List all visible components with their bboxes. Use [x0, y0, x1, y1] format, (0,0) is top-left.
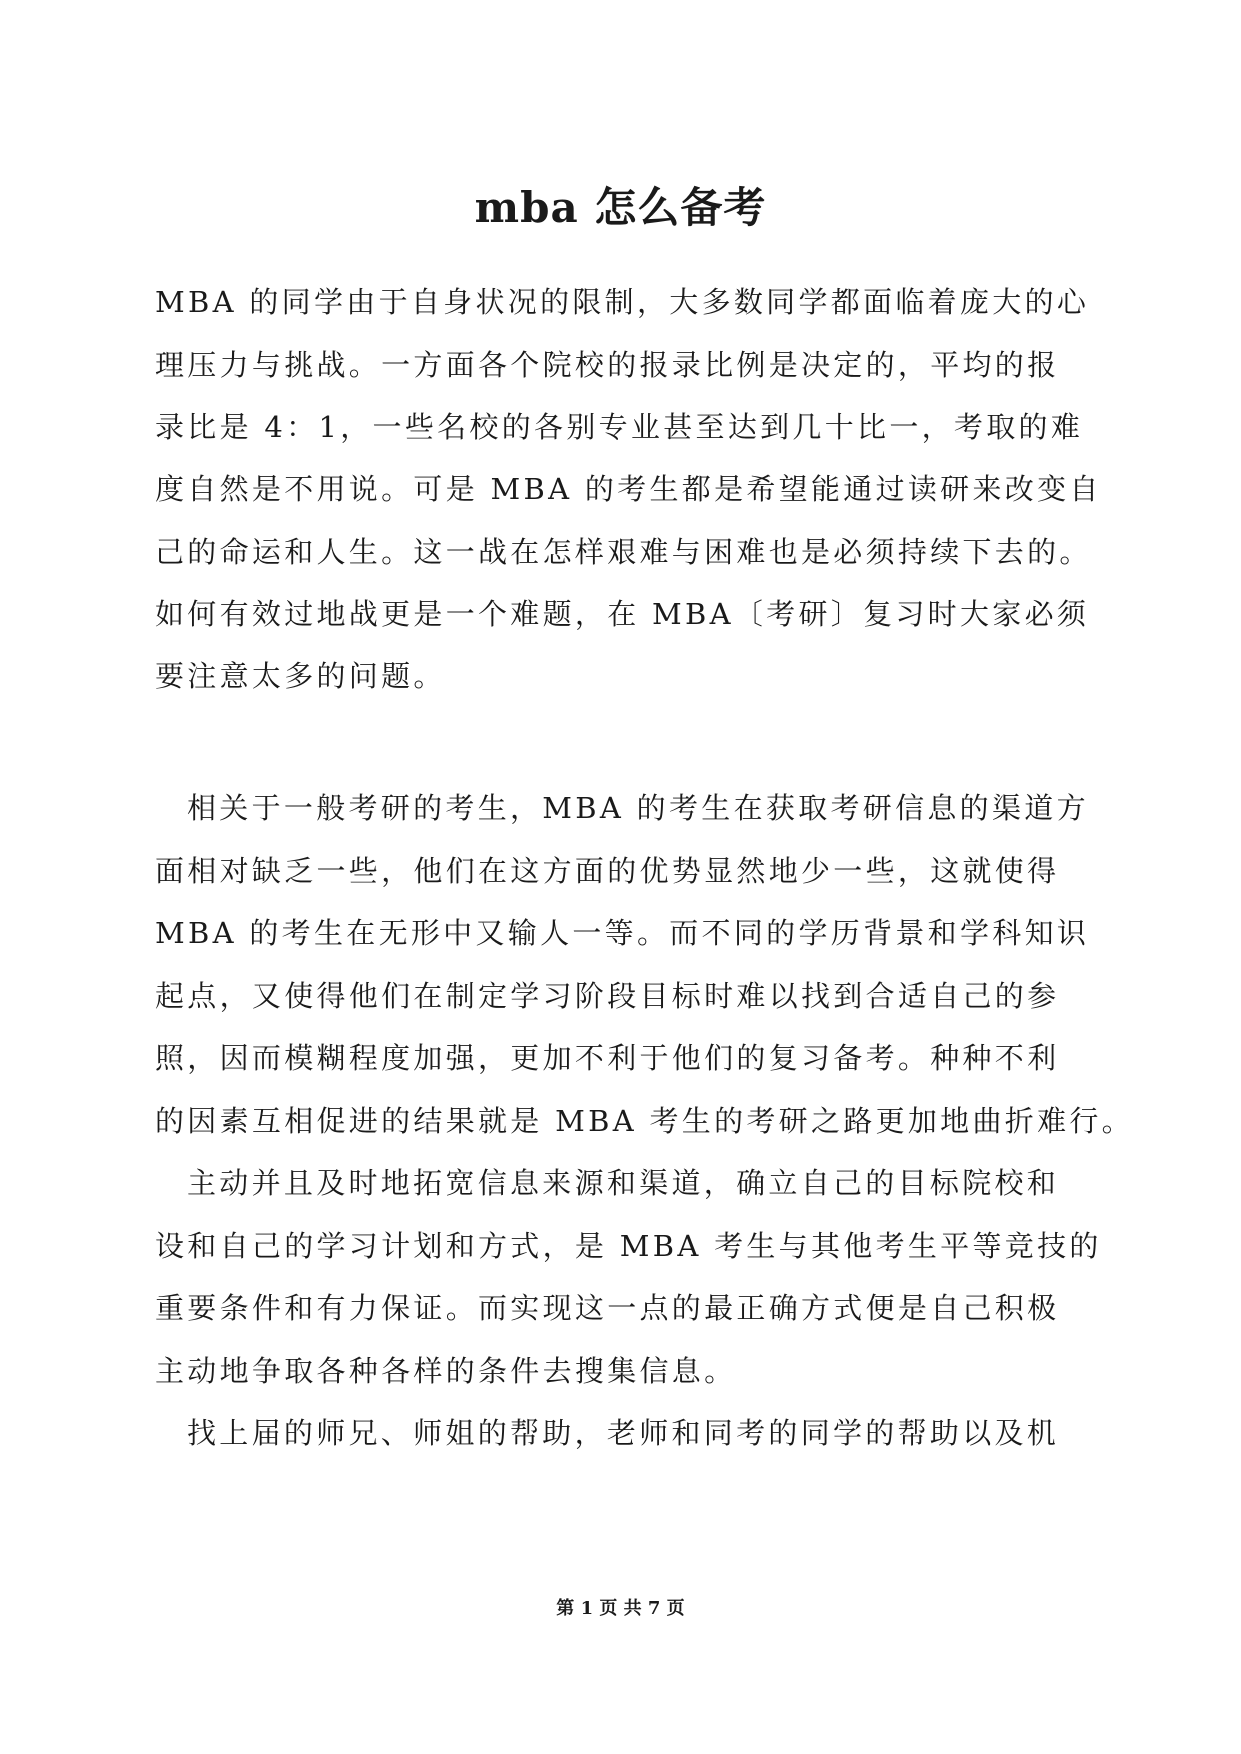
text-line: 理压力与挑战。一方面各个院校的报录比例是决定的，平均的报 [155, 348, 1060, 382]
text-line: 己的命运和人生。这一战在怎样艰难与困难也是必须持续下去的。 [155, 535, 1092, 569]
text-line: 录比是 4：1，一些名校的各别专业甚至达到几十比一，考取的难 [155, 410, 1084, 444]
text-line: MBA 的同学由于自身状况的限制，大多数同学都面临着庞大的心 [155, 285, 1090, 319]
text-line: 照，因而模糊程度加强，更加不利于他们的复习备考。种种不利 [155, 1041, 1060, 1075]
page-footer: 第 1 页 共 7 页 [556, 1598, 685, 1619]
text-line: 重要条件和有力保证。而实现这一点的最正确方式便是自己积极 [155, 1291, 1060, 1325]
document-title: mba 怎么备考 [474, 183, 767, 232]
text-line: 的因素互相促进的结果就是 MBA 考生的考研之路更加地曲折难行。 [155, 1104, 1134, 1138]
text-line: 设和自己的学习计划和方式，是 MBA 考生与其他考生平等竞技的 [155, 1229, 1102, 1263]
text-line: 起点，又使得他们在制定学习阶段目标时难以找到合适自己的参 [155, 979, 1060, 1013]
text-line: 要注意太多的问题。 [155, 659, 446, 693]
text-line: 主动并且及时地拓宽信息来源和渠道，确立自己的目标院校和 [187, 1166, 1060, 1200]
text-line: 相关于一般考研的考生，MBA 的考生在获取考研信息的渠道方 [187, 791, 1089, 825]
text-line: MBA 的考生在无形中又输人一等。而不同的学历背景和学科知识 [155, 916, 1090, 950]
text-line: 如何有效过地战更是一个难题，在 MBA〔考研〕复习时大家必须 [155, 597, 1090, 631]
text-line: 度自然是不用说。可是 MBA 的考生都是希望能通过读研来改变自 [155, 472, 1102, 506]
text-line: 主动地争取各种各样的条件去搜集信息。 [155, 1354, 737, 1388]
text-line: 面相对缺乏一些，他们在这方面的优势显然地少一些，这就使得 [155, 854, 1060, 888]
text-line: 找上届的师兄、师姐的帮助，老师和同考的同学的帮助以及机 [187, 1416, 1060, 1450]
